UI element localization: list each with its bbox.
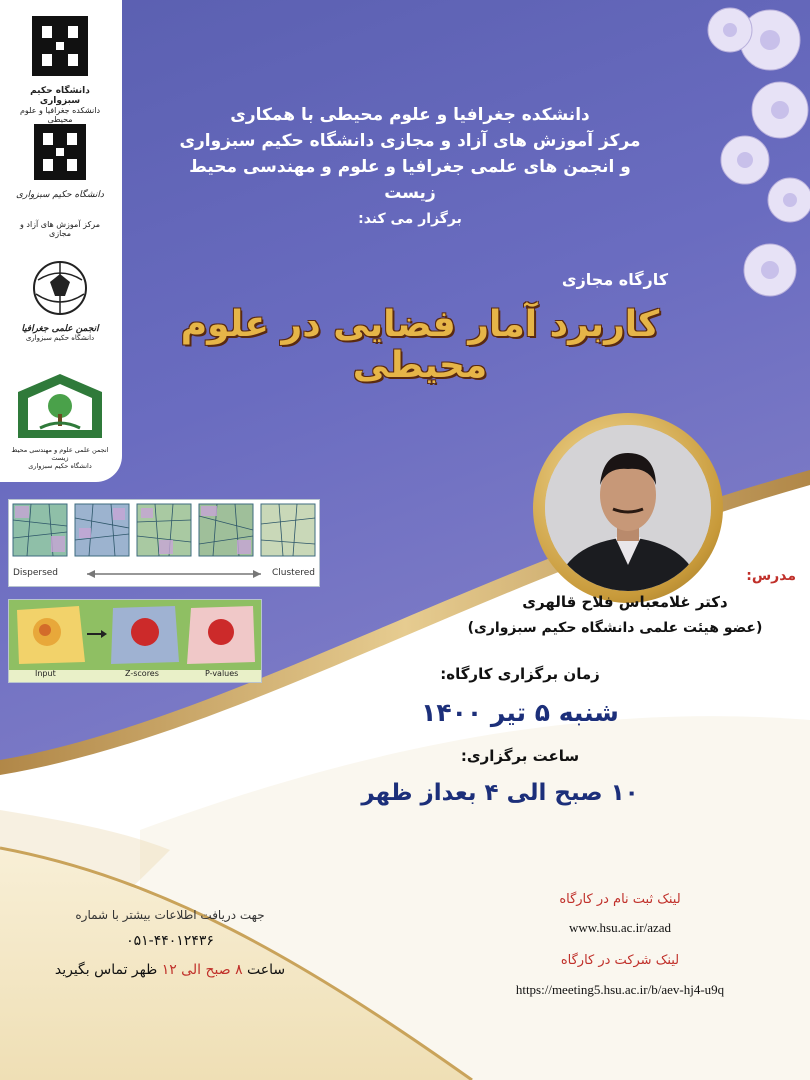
contact-hours-prefix: ساعت xyxy=(242,962,286,978)
zscores-label: Z-scores xyxy=(125,669,159,678)
contact-phone: ۰۵۱-۴۴۰۱۲۴۳۶ xyxy=(126,933,214,949)
globe-logo-icon xyxy=(10,258,110,320)
knot-logo-icon xyxy=(10,122,110,186)
logo4-subtext: دانشگاه حکیم سبزواری xyxy=(28,462,92,470)
date-label: زمان برگزاری کارگاه: xyxy=(440,665,600,683)
contact-hours xyxy=(20,962,320,978)
header-line-4: برگزار می کند: xyxy=(358,211,462,227)
contact-line-1: جهت دریافت اطلاعات بیشتر با شماره xyxy=(75,908,265,922)
header-line-2: مرکز آموزش های آزاد و مجازی دانشگاه حکیم سبزواری xyxy=(179,131,641,151)
time-label: ساعت برگزاری: xyxy=(460,747,580,765)
tree-logo-icon xyxy=(10,370,110,442)
instructor-name: دکتر غلامعباس فلاح قالهری xyxy=(522,593,728,611)
association-logo-geography xyxy=(10,258,110,342)
input-label: Input xyxy=(35,669,56,678)
header-line-1: دانشکده جغرافیا و علوم محیطی با همکاری xyxy=(230,105,590,125)
university-logo-2 xyxy=(10,122,110,238)
instructor-affiliation: (عضو هیئت علمی دانشگاه حکیم سبزواری) xyxy=(467,620,763,636)
logo3-text: انجمن علمی جغرافیا xyxy=(21,324,99,334)
pvalues-label: P-values xyxy=(205,669,239,678)
join-label: لینک شرکت در کارگاه xyxy=(560,953,680,968)
header-line-3: و انجمن های علمی جغرافیا و علوم و مهندسی محیط زیست xyxy=(189,157,631,203)
logo2-text: دانشگاه حکیم سبزواری xyxy=(16,190,104,200)
logo1-subtext: دانشکده جغرافیا و علوم محیطی xyxy=(19,106,101,124)
university-logo-1 xyxy=(10,14,110,124)
logo1-text: دانشگاه حکیم سبزواری xyxy=(30,86,90,106)
hotspot-figure xyxy=(8,599,262,683)
register-link[interactable]: www.hsu.ac.ir/azad xyxy=(568,920,672,935)
knot-logo-icon xyxy=(10,14,110,82)
logo-strip xyxy=(0,0,122,482)
date-value: شنبه ۵ تیر ۱۴۰۰ xyxy=(421,698,619,727)
hotspot-maps-graphic xyxy=(9,600,261,670)
logo2-subtext: مرکز آموزش های آزاد و مجازی xyxy=(19,220,100,238)
contact-hours-suffix: ظهر تماس بگیرید xyxy=(54,962,162,978)
contact-hours-highlight: ۸ صبح الی ۱۲ xyxy=(161,962,243,978)
join-link[interactable]: https://meeting5.hsu.ac.ir/b/aev-hj4-u9q xyxy=(515,982,725,997)
event-title: کاربرد آمار فضایی در علوم محیطی xyxy=(180,304,660,386)
time-value: ۱۰ صبح الی ۴ بعداز ظهر xyxy=(361,780,639,806)
pattern-figure xyxy=(8,499,320,587)
logo3-subtext: دانشگاه حکیم سبزواری xyxy=(25,334,95,342)
logo4-text: انجمن علمی علوم و مهندسی محیط زیست xyxy=(11,446,109,462)
register-label: لینک ثبت نام در کارگاه xyxy=(559,892,681,907)
header-text xyxy=(170,102,650,232)
person-icon xyxy=(545,425,711,591)
instructor-label: مدرس: xyxy=(746,568,796,584)
instructor-photo xyxy=(545,425,711,591)
dispersed-label: Dispersed xyxy=(13,568,59,578)
event-type: کارگاه مجازی xyxy=(561,270,669,289)
association-logo-environment xyxy=(10,370,110,470)
clustered-label: Clustered xyxy=(272,568,315,578)
